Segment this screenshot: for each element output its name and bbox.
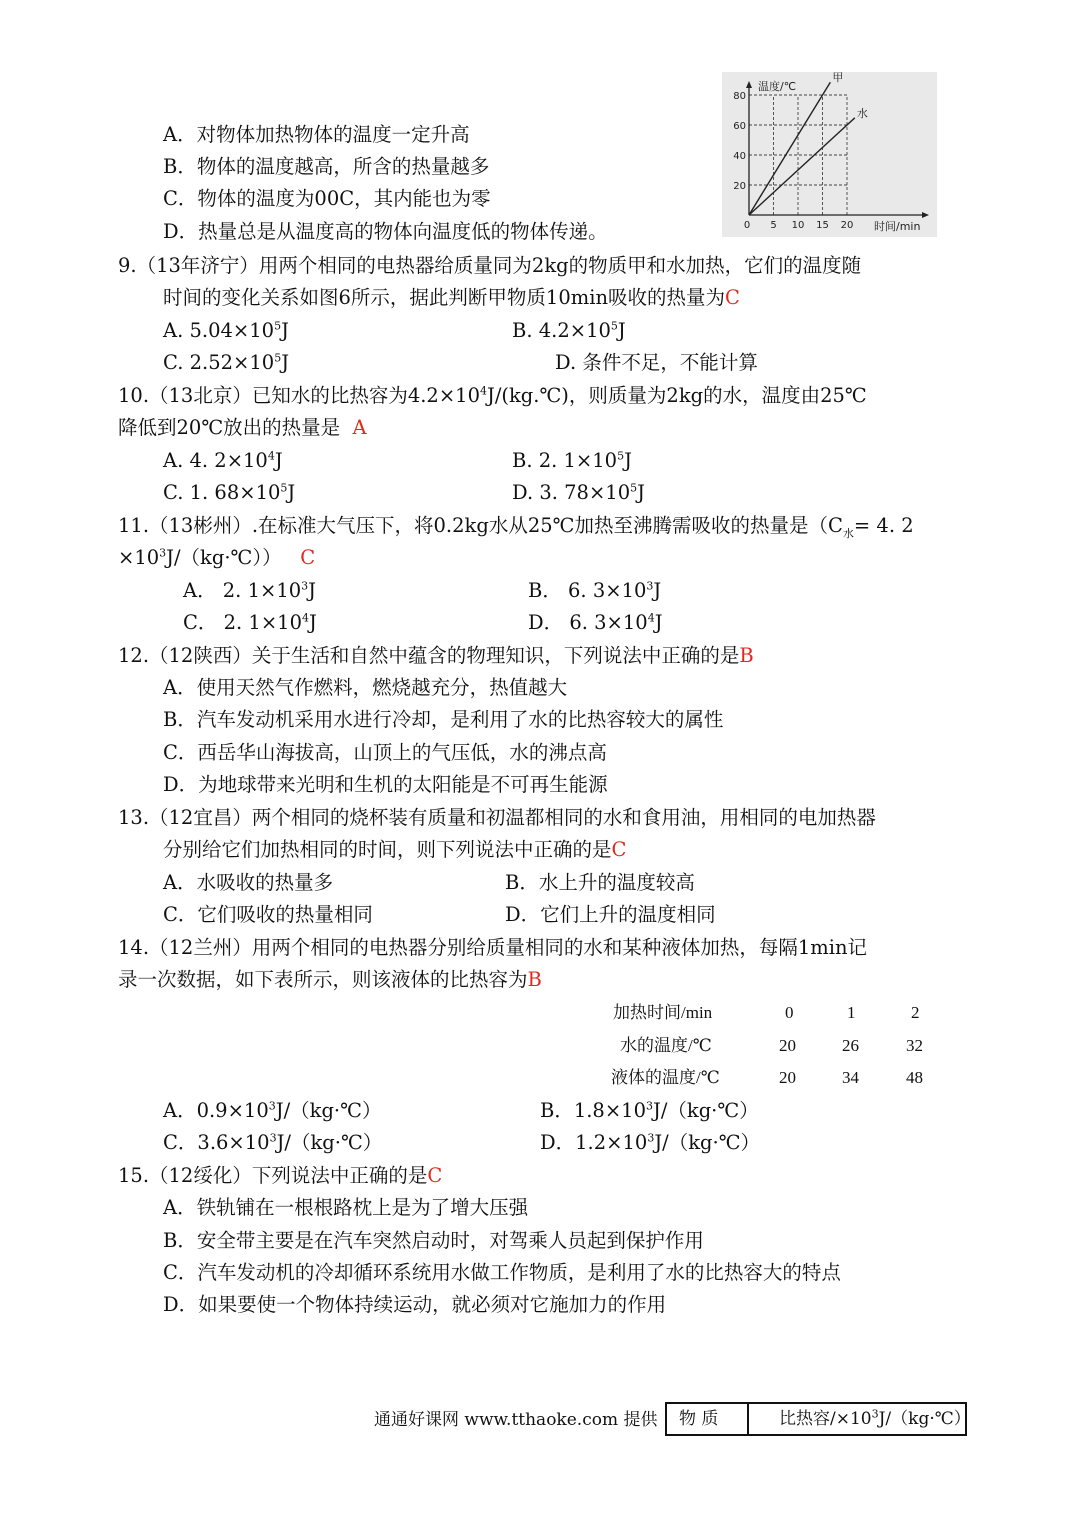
q13-option-d: D．它们上升的温度相同 — [505, 903, 716, 926]
q13-option-c: C．它们吸收的热量相同 — [163, 903, 373, 926]
q10-option-b: B. 2. $1\times 10^5J$ — [512, 449, 632, 472]
temperature-time-figure — [722, 72, 937, 237]
table-cell: 48 — [906, 1068, 923, 1087]
temperature-time-chart — [722, 72, 937, 237]
q10-stem-line2: 降低到20℃放出的热量是 A — [118, 416, 367, 439]
q10-option-a: A. 4. $2\times 10^4J$ — [163, 449, 283, 472]
q12-stem: 12.（12陕西）关于生活和自然中蕴含的物理知识，下列说法中正确的是B — [118, 644, 754, 667]
q13-stem-line1: 13.（12宜昌）两个相同的烧杯装有质量和初温都相同的水和食用油，用相同的电加热器 — [118, 806, 876, 829]
q9-option-b: B. $4.2\times 10^5J$ — [512, 319, 626, 342]
y-tick-label: 40 — [733, 151, 746, 162]
q10-option-c: C. 1. $68\times 10^5J$ — [163, 481, 296, 504]
series-line-jia — [749, 82, 830, 215]
table-cell: 26 — [842, 1036, 859, 1055]
q12-option-d: D．为地球带来光明和生机的太阳能是不可再生能源 — [163, 773, 608, 796]
q14-option-b: B．$1.8\times 10^3J/(kg\cdot℃)$ — [540, 1099, 759, 1122]
x-tick-label: 0 — [743, 220, 751, 231]
table-row-label: 加热时间/min — [613, 1003, 713, 1022]
q13-stem-line2: 分别给它们加热相同的时间，则下列说法中正确的是C — [163, 838, 627, 861]
table-row-label: 水的温度/℃ — [620, 1036, 712, 1055]
q9-option-c: C. $2.52\times 10^5J$ — [163, 351, 290, 374]
q8-option-c: C．物体的温度为00C，其内能也为零 — [163, 187, 491, 210]
q14-answer: B — [527, 968, 542, 991]
footer-specific-heat-table — [665, 1402, 971, 1436]
q15-option-c: C．汽车发动机的冷却循环系统用水做工作物质，是利用了水的比热容大的特点 — [163, 1261, 841, 1284]
table-row-label: 液体的温度/℃ — [611, 1068, 720, 1087]
q9-option-d: D. 条件不足，不能计算 — [555, 351, 758, 374]
q15-answer: C — [427, 1164, 443, 1187]
footer-table-header-substance: 物 质 — [679, 1409, 719, 1429]
y-tick-label: 60 — [733, 121, 746, 132]
table-cell: 20 — [779, 1036, 796, 1055]
q14-stem-line1: 14.（12兰州）用两个相同的电热器分别给质量相同的水和某种液体加热，每隔1min记 — [118, 936, 868, 959]
q12-option-b: B．汽车发动机采用水进行冷却，是利用了水的比热容较大的属性 — [163, 708, 724, 731]
q15-option-b: B．安全带主要是在汽车突然启动时，对驾乘人员起到保护作用 — [163, 1229, 704, 1252]
q12-option-c: C．西岳华山海拔高，山顶上的气压低，水的沸点高 — [163, 741, 607, 764]
y-tick-label: 80 — [733, 91, 746, 102]
y-tick-label: 20 — [733, 181, 746, 192]
q11-stem-line1: 11.（13彬州）.在标准大气压下，将0.2kg水从25℃加热至沸腾需吸收的热量是（$C_水= 4$. 2 — [118, 514, 914, 540]
q13-option-b: B．水上升的温度较高 — [505, 871, 695, 894]
q10-stem-line1: 10.（13北京）已知水的比热容为$4.2\times 10^4J/(kg.℃)$，则质量为2kg的水，温度由25℃ — [118, 384, 867, 407]
q11-stem-line2: $\times 10^3J/(kg\cdot℃)$） C — [118, 546, 316, 569]
q9-stem-line2: 时间的变化关系如图6所示，据此判断甲物质10min吸收的热量为C — [163, 286, 740, 309]
q13-answer: C — [611, 838, 627, 861]
table-cell: 34 — [842, 1068, 859, 1087]
q14-option-a: A．$0.9\times 10^3J/(kg\cdot℃)$ — [163, 1099, 382, 1122]
q9-answer: C — [725, 286, 740, 309]
q11-option-d: D． 6. $3\times 10^4J$ — [528, 611, 663, 634]
q13-option-a: A．水吸收的热量多 — [163, 871, 334, 894]
series-label: 水 — [856, 106, 868, 120]
q8-option-a: A．对物体加热物体的温度一定升高 — [163, 123, 470, 146]
x-tick-label: 20 — [840, 220, 854, 231]
table-cell: 2 — [911, 1003, 920, 1022]
q12-option-a: A．使用天然气作燃料，燃烧越充分，热值越大 — [163, 676, 568, 699]
q14-option-d: D．$1.2\times 10^3J/(kg\cdot℃)$ — [540, 1131, 761, 1154]
q8-option-b: B．物体的温度越高，所含的热量越多 — [163, 155, 490, 178]
table-cell: 32 — [906, 1036, 923, 1055]
q15-option-d: D．如果要使一个物体持续运动，就必须对它施加力的作用 — [163, 1293, 667, 1316]
x-tick-label: 5 — [770, 220, 777, 231]
footer-table-header-specific-heat: 比热容$/\times 10^3J/(kg\cdot℃)$ — [779, 1407, 971, 1429]
y-axis-arrow — [746, 81, 752, 88]
q11-option-b: B． 6. $3\times 10^3J$ — [528, 579, 662, 602]
footer-source-text: 通通好课网 www.tthaoke.com 提供 — [374, 1410, 658, 1430]
q11-option-a: A． 2. $1\times 10^3J$ — [183, 579, 316, 602]
q8-option-d: D．热量总是从温度高的物体向温度低的物体传递。 — [163, 220, 608, 243]
q15-option-a: A．铁轨铺在一根根路枕上是为了增大压强 — [163, 1196, 529, 1219]
q14-option-c: C．$3.6\times 10^3J/(kg\cdot℃)$ — [163, 1131, 383, 1154]
q10-option-d: D. 3. $78\times 10^5J$ — [512, 481, 645, 504]
q11-option-c: C． 2. $1\times 10^4J$ — [183, 611, 317, 634]
x-tick-label: 15 — [816, 220, 829, 231]
y-axis-label: 温度/℃ — [758, 80, 797, 93]
q15-stem: 15.（12绥化）下列说法中正确的是C — [118, 1164, 443, 1187]
x-tick-label: 10 — [791, 220, 805, 231]
q14-stem-line2: 录一次数据，如下表所示，则该液体的比热容为B — [118, 968, 542, 991]
series-label: 甲 — [832, 72, 844, 85]
table-cell: 20 — [779, 1068, 796, 1087]
q9-stem-line1: 9.（13年济宁）用两个相同的电热器给质量同为2kg的物质甲和水加热，它们的温度随 — [118, 254, 862, 277]
x-axis-label: 时间/min — [874, 220, 921, 233]
series-line-water — [749, 118, 855, 215]
q10-answer: A — [352, 416, 367, 439]
table-cell: 1 — [847, 1003, 856, 1022]
q12-answer: B — [739, 644, 754, 667]
q9-option-a: A. $5.04\times 10^5J$ — [163, 319, 289, 342]
table-cell: 0 — [785, 1003, 794, 1022]
x-axis-arrow — [922, 212, 929, 218]
q11-answer: C — [300, 546, 316, 569]
